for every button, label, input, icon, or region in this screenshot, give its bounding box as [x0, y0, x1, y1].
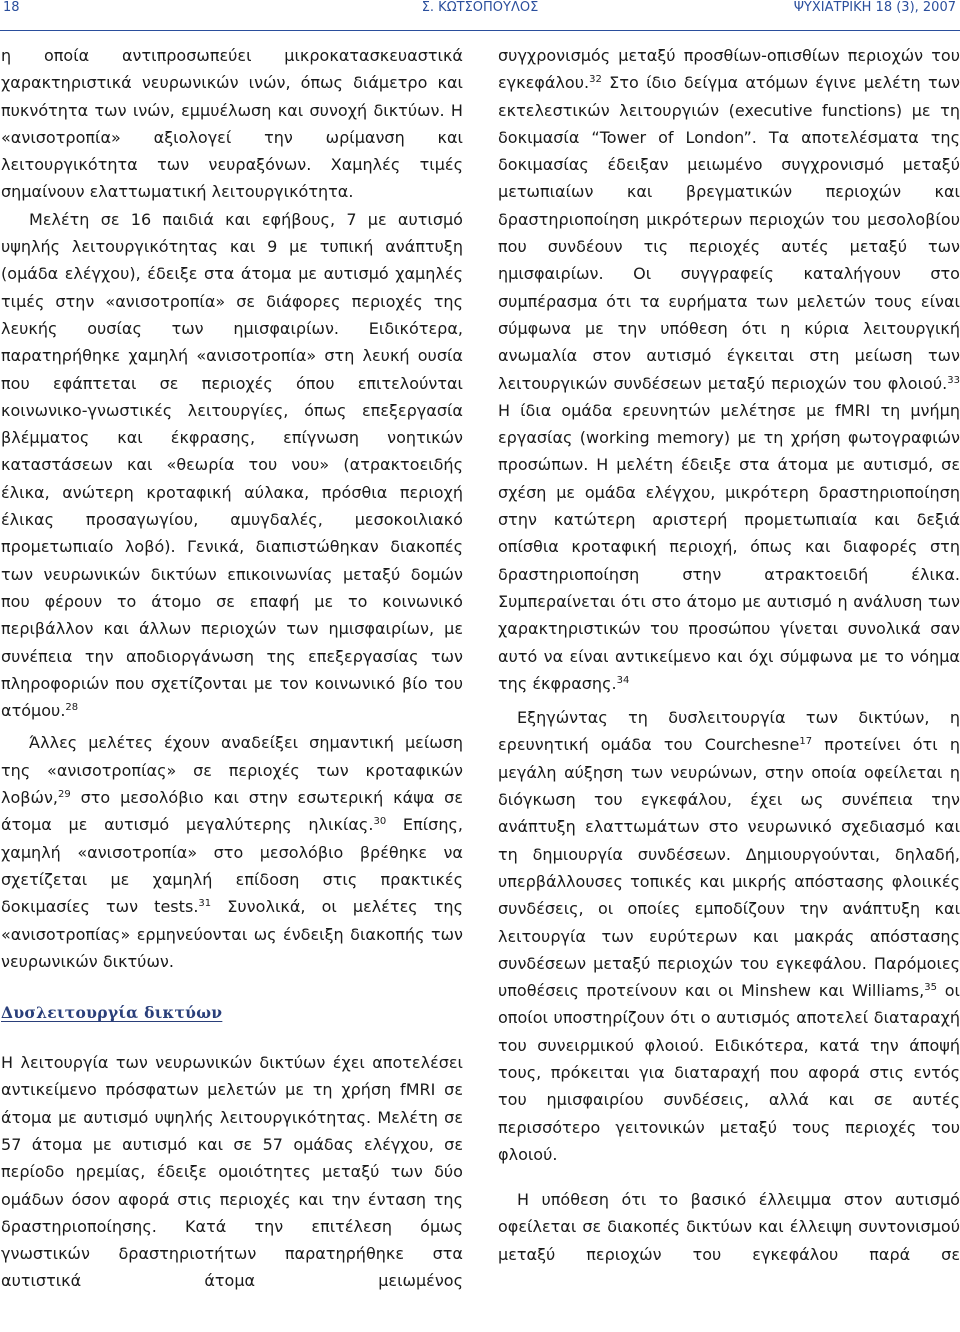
reference-number: 29 — [58, 789, 71, 801]
text: προτείνει ότι η μεγάλη αύξηση των νευρώνων, στην οποία οφείλεται η διόγκωση του εγκεφάλου, έχει ως συνέπεια την ανάπτυξη ελαττωμάτων στο νευρωνικό σχεδιασμό και τη δημιουργία συνδέσεων. Δημιουργούνται, δηλαδή, υπερβάλλουσες τοπικές και μικρής απόστασης φλοιικές συνδέσεις, οι οποίες εμποδίζουν την ανάπτυξη και λειτουργία των ευρύτερων και μακράς απόστασης συνδέσεων μεταξύ περιοχών του εγκεφάλου. Παρόμοιες υποθέσεις προτείνουν και οι Minshew και Williams, — [498, 735, 960, 1001]
paragraph: Η υπόθεση ότι το βασικό έλλειμμα στον αυτισμό οφείλεται σε διακοπές δικτύων και έλλειψη συντονισμού μεταξύ περιοχών του εγκεφάλου παρά σε — [498, 1190, 960, 1264]
left-column — [1, 42, 463, 1295]
text: Συνολικά, οι μελέτες της «ανισοτροπίας» ερμηνεύονται ως ένδειξη διακοπής των νευρωνικών δικτύων. — [1, 897, 463, 971]
text: Επίσης, χαμηλή «ανισοτροπία» στο μεσολόβιο βρέθηκε να σχετίζεται με χαμηλή επίδοση στις πρακτικές δοκιμασίες των tests. — [1, 815, 463, 917]
paragraph — [1, 206, 463, 725]
paragraph: Η λειτουργία των νευρωνικών δικτύων έχει αποτελέσει αντικείμενο πρόσφατων μελετών με τη χρήση fMRI σε άτομα με αυτισμό υψηλής λειτουργικότητας. Μελέτη σε 57 άτομα με αυτισμό και σε 57 ομάδας ελέγχου, σε περίοδο ηρεμίας, έδειξε ομοιότητες μεταξύ των δύο ομάδων όσον αφορά στις περιοχές και την ένταση της δραστηριοποίησης. Κατά την επιτέλεση όμως γνωστικών δραστηριοτήτων παρατηρήθηκε στα αυτιστικά άτομα μειωμένος — [1, 1053, 463, 1291]
reference-number: 32 — [589, 74, 602, 86]
text: Μελέτη σε 16 παιδιά και εφήβους, 7 με αυτισμό υψηλής λειτουργικότητας και 9 με τυπική ανάπτυξη (ομάδα ελέγχου), έδειξε στα άτομα με αυτισμό χαμηλές τιμές στην «ανισοτροπία» σε διάφορες περιοχές της λευκής ουσίας των ημισφαιρίων. Ειδικότερα, παρατηρήθηκε χαμηλή «ανισοτροπία» στη λευκή ουσία που εφάπτεται σε περιοχές όπου επιτελούνται κοινωνικο-γνωστικές λειτουργίες, όπως επεξεργασία βλέμματος και έκφρασης, επίγνωση νοητικών καταστάσεων και «θεωρία του νου» (ατρακτοειδής έλικα, ανώτερη κροταφική αύλακα, πρόσθια περιοχή έλικας προσαγωγίου, αμυγδαλές, μεσοκοιλιακό προμετωπιαίο λοβό). Γενικά, διαπιστώθηκαν διακοπές των νευρωνικών δικτύων επικοινωνίας μεταξύ δομών που φέρουν το άτομο σε επαφή με το κοινωνικό περιβάλλον και άλλων περιοχών των ημισφαιρίων, με συνέπεια την αποδιοργάνωση της επεξεργασίας των πληροφοριών που σχετίζονται με τον κοινωνικό βίο του ατόμου. — [1, 209, 463, 721]
text: συγχρονισμός μεταξύ προσθίων-οπισθίων περιοχών του εγκεφάλου. — [498, 46, 960, 93]
text: οι οποίοι υποστηρίζουν ότι ο αυτισμός αποτελεί διαταραχή του συνειρμικού φλοιού. Ειδικότερα, κατά την άποψή τους, πρόκειται για διαταραχή που αφορά στις εντός του ημισφαιρίου συνδέσεις, αλλά και σε αυτές περισσότερο γειτονικών μεταξύ τους περιοχές του φλοιού. — [498, 981, 960, 1164]
journal-citation: ΨΥΧΙΑΤΡΙΚΗ 18 (3), 2007 — [793, 0, 956, 15]
running-author: Σ. ΚΩΤΣΟΠΟΥΛΟΣ — [421, 0, 539, 15]
text: Άλλες μελέτες έχουν αναδείξει σημαντική μείωση της «ανισοτροπίας» σε περιοχές των κροταφικών λοβών, — [1, 733, 463, 808]
running-header — [0, 0, 960, 31]
reference-number: 33 — [947, 374, 960, 386]
text: Εξηγώντας τη δυσλειτουργία των δικτύων, η ερευνητική ομάδα του Courchesne — [498, 708, 960, 755]
paragraph: η οποία αντιπροσωπεύει μικροκατασκευαστικά χαρακτηριστικά νευρωνικών ινών, όπως διάμετρο και πυκνότητα των ινών, εμμυέλωση και συνοχή δικτύων. Η «ανισοτροπία» αξιολογεί την ωρίμανση και λειτουργικότητα των νευραξόνων. Χαμηλές τιμές σημαίνουν ελαττωματική λειτουργικότητα. — [1, 46, 463, 202]
reference-number: 31 — [198, 898, 212, 910]
reference-number: 35 — [924, 982, 937, 994]
paragraph — [498, 704, 960, 1168]
section-heading: Δυσλειτουργία δικτύων — [1, 1003, 223, 1023]
reference-number: 34 — [616, 674, 630, 686]
right-column — [498, 42, 960, 1268]
text: Στο ίδιο δείγμα ατόμων έγινε μελέτη των εκτελεστικών λειτουργιών (executive functions) με τη δοκιμασία “Tower of London”. Τα αποτελέσματα της δοκιμασίας έδειξαν μειωμένο συγχρονισμό μεταξύ μετωπιαίων και βρεγματικών περιοχών και δραστηριοποίηση μικρότερων περιοχών του μεσολοβίου που συνδέουν τις περιοχές αυτές μεταξύ των ημισφαιρίων. Οι συγγραφείς καταλήγουν στο συμπέρασμα ότι τα ευρήματα των μελετών τους είναι σύμφωνα με την υπόθεση ότι η κύρια λειτουργική ανωμαλία στον αυτισμό έγκειται στη μείωση των λειτουργικών συνδέσεων μεταξύ περιοχών του φλοιού. — [498, 73, 960, 393]
reference-number: 17 — [799, 736, 813, 748]
text: Η ίδια ομάδα ερευνητών μελέτησε με fMRI τη μνήμη εργασίας (working memory) με τη χρήση φωτογραφιών προσώπων. Η μελέτη έδειξε στα άτομα με αυτισμό, σε σχέση με ομάδα ελέγχου, μικρότερη δραστηριοποίηση στην κατώτερη αριστερή προμετωπιαία και δεξιά οπίσθια κροταφική περιοχή, όπως και διαφορές στη δραστηριοποίηση στην ατρακτοειδή έλικα. Συμπεραίνεται ότι στο άτομο με αυτισμό η ανάλυση των χαρακτηριστικών του προσώπου γίνεται συνολικά σαν αυτό να είναι αντικείμενο και όχι σύμφωνα με το νόημα της έκφρασης. — [498, 400, 960, 693]
reference-number: 28 — [65, 702, 79, 714]
paragraph — [1, 729, 463, 975]
paragraph — [498, 42, 960, 697]
page-number: 18 — [3, 0, 20, 15]
text: στο μεσολόβιο και στην εσωτερική κάψα σε άτομα με αυτισμό μεγαλύτερης ηλικίας. — [1, 788, 463, 835]
reference-number: 30 — [373, 816, 387, 828]
